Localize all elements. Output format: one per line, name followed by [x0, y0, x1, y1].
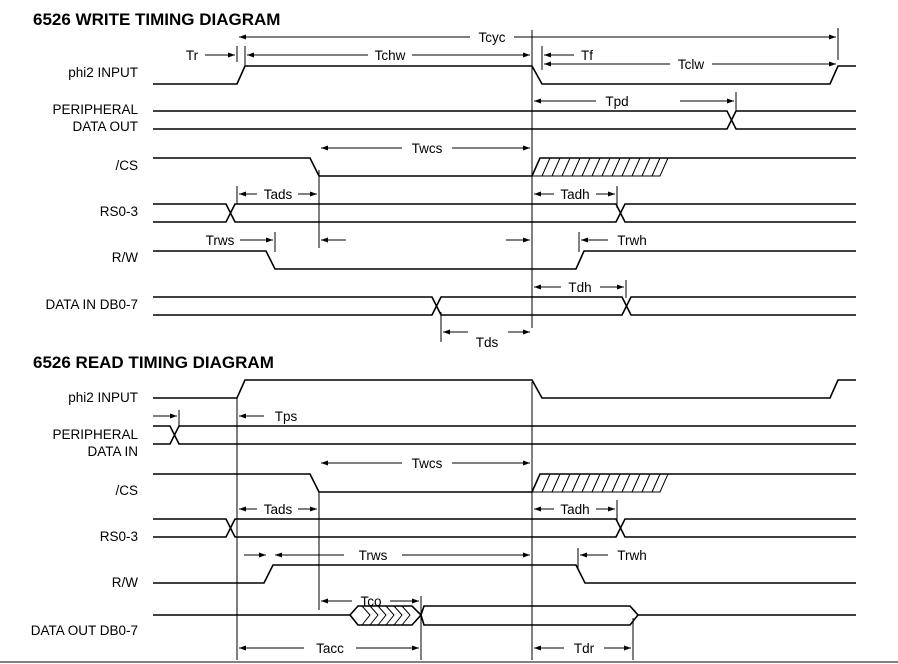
write-wave-periph-b [153, 111, 856, 129]
read-trws-label: Trws [358, 548, 388, 563]
write-wave-cs-high [532, 158, 856, 176]
write-wave-phi2 [153, 66, 856, 84]
write-tds-label: Tds [475, 335, 499, 350]
write-label-rs: RS0-3 [99, 204, 138, 219]
read-tps-label: Tps [274, 409, 298, 424]
write-tadh-label: Tadh [560, 187, 590, 202]
write-wave-rw [153, 251, 856, 269]
read-wave-rw [153, 565, 856, 583]
write-label-cs: /CS [115, 158, 138, 173]
read-label-phi2: phi2 INPUT [68, 390, 138, 405]
write-wave-cs [153, 158, 532, 176]
write-label-periph-2: DATA OUT [72, 119, 138, 134]
write-wave-data-b [153, 297, 856, 315]
read-wave-rs [153, 519, 856, 537]
write-title: 6526 WRITE TIMING DIAGRAM [33, 10, 281, 29]
write-tpd-label: Tpd [605, 94, 629, 109]
read-data-valid [421, 606, 638, 625]
read-label-periph-2: DATA IN [87, 444, 138, 459]
read-tads-label: Tads [263, 502, 293, 517]
read-wave-phi2 [153, 380, 856, 398]
read-label-data: DATA OUT DB0-7 [30, 623, 138, 638]
read-label-rw: R/W [111, 575, 138, 590]
write-wave-rs [153, 204, 856, 222]
read-wave-cs [153, 474, 532, 492]
read-tadh-label: Tadh [560, 502, 590, 517]
write-tcyc-label: Tcyc [478, 30, 506, 45]
write-wave-rs-b [153, 204, 856, 222]
read-twcs-label: Twcs [411, 456, 443, 471]
read-cs-hatch [542, 474, 660, 492]
write-tf-label: Tf [581, 48, 593, 63]
read-label-cs: /CS [115, 483, 138, 498]
write-cs-hatch-box [532, 158, 668, 176]
write-tchw-label: Tchw [374, 48, 406, 63]
write-cs-hatch [542, 158, 660, 176]
write-tdh-label: Tdh [568, 280, 592, 295]
read-tacc-label: Tacc [316, 641, 344, 656]
read-wave-periph-b [153, 426, 856, 444]
read-tco-label: Tco [360, 594, 382, 609]
read-wave-rs-b [153, 519, 856, 537]
write-label-periph-1: PERIPHERAL [52, 102, 138, 117]
write-label-data: DATA IN DB0-7 [45, 297, 138, 312]
read-wave-cs-high [532, 474, 856, 492]
read-trwh-label: Trwh [617, 548, 647, 563]
read-title: 6526 READ TIMING DIAGRAM [33, 353, 274, 372]
write-wave-periph [153, 111, 856, 129]
read-wave-periph [153, 426, 856, 444]
write-tr-label: Tr [185, 48, 199, 63]
write-tclw-label: Tclw [677, 57, 705, 72]
write-label-rw: R/W [111, 250, 138, 265]
write-tads-label: Tads [263, 187, 293, 202]
read-cs-hatch-box [532, 474, 668, 492]
read-label-rs: RS0-3 [99, 529, 138, 544]
write-trws-label: Trws [205, 233, 235, 248]
write-label-phi2: phi2 INPUT [68, 65, 138, 80]
read-tdr-label: Tdr [573, 641, 595, 656]
write-wave-data [153, 297, 856, 315]
write-trwh-label: Trwh [617, 233, 647, 248]
read-label-periph-1: PERIPHERAL [52, 427, 138, 442]
write-twcs-label: Twcs [411, 141, 443, 156]
